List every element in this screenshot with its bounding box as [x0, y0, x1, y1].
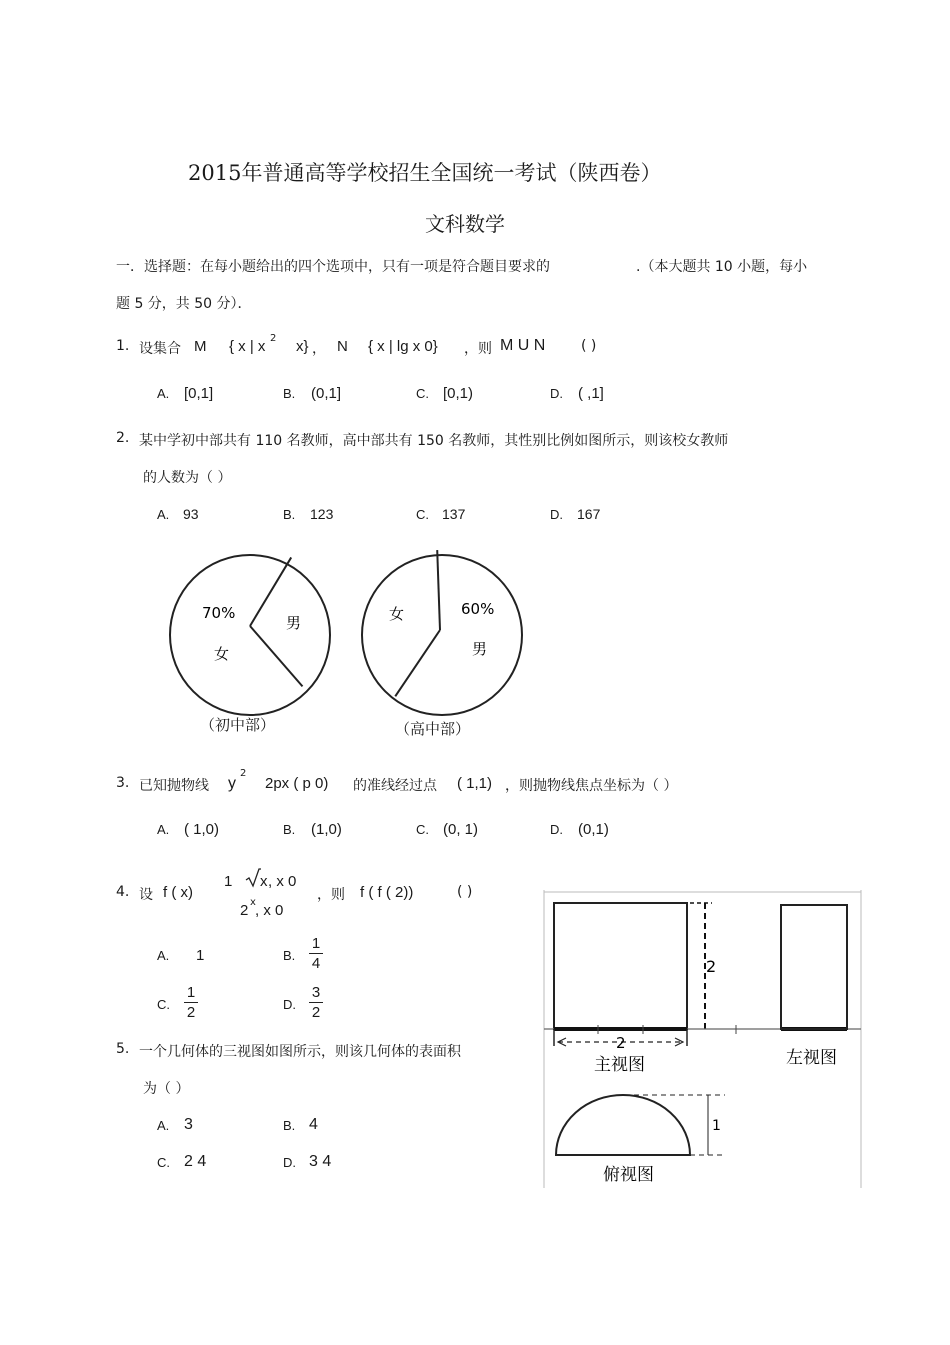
option-a-label: A.	[157, 386, 170, 401]
piecewise-case1-radicand: x	[260, 873, 268, 890]
fraction-numerator: 1	[311, 935, 321, 952]
option-c-label: C.	[157, 997, 170, 1012]
option-b-label: B.	[283, 948, 296, 963]
option-a-value: ( 1,0)	[184, 821, 220, 838]
three-view-diagram	[540, 890, 865, 1190]
female-label: 女	[389, 605, 405, 623]
point-coordinates: ( 1,1)	[457, 775, 493, 792]
option-b-value: (1,0)	[311, 821, 342, 838]
option-d-label: D.	[283, 1155, 296, 1170]
pie-caption-junior: （初中部）	[200, 716, 276, 734]
pie-divider	[437, 550, 440, 630]
side-view-caption: 左视图	[786, 1048, 837, 1068]
option-d-label: D.	[550, 386, 563, 401]
option-b-label: B.	[283, 386, 296, 401]
exam-title: 2015年普通高等学校招生全国统一考试（陕西卷）	[188, 161, 662, 185]
option-d-value: ( ,1]	[578, 385, 604, 402]
option-c-label: C.	[416, 507, 429, 522]
option-c-label: C.	[157, 1155, 170, 1170]
pie-divider	[395, 630, 440, 696]
option-d-value: 3 4	[309, 1153, 332, 1170]
section-instructions-line2: 题 5 分，共 50 分）．	[116, 296, 252, 312]
pie-divider	[250, 626, 302, 686]
fraction-denominator: 2	[186, 1004, 196, 1021]
option-c-value: 2 4	[184, 1153, 207, 1170]
exam-subtitle: 文科数学	[425, 212, 505, 236]
pie-caption-senior: （高中部）	[395, 720, 471, 738]
question-number: 3.	[116, 775, 130, 791]
option-c-value: (0, 1)	[443, 821, 479, 838]
male-label: 男	[472, 640, 488, 658]
piecewise-case1-condition: , x 0	[268, 873, 297, 890]
question-stem-tail: ，则抛物线焦点坐标为（ ）	[505, 778, 678, 794]
equation-y: y	[228, 775, 236, 792]
pie-outline	[170, 555, 330, 715]
option-d-fraction	[309, 984, 323, 1021]
question-number: 1.	[116, 338, 130, 354]
piecewise-case2-base: 2	[240, 902, 249, 919]
set-m-symbol: M	[194, 338, 207, 355]
question-number: 5.	[116, 1041, 130, 1057]
option-d-label: D.	[550, 822, 563, 837]
question-stem-line2: 的人数为（ ）	[143, 470, 232, 486]
option-b-value: 123	[310, 506, 334, 522]
option-a-label: A.	[157, 507, 170, 522]
pie-chart-junior	[165, 550, 335, 720]
question-number: 4.	[116, 884, 130, 900]
option-b-fraction	[309, 935, 323, 972]
section-instructions-line1-tail: .（本大题共 10 小题，每小	[636, 259, 808, 275]
option-c-fraction	[184, 984, 198, 1021]
sqrt-sign-icon	[245, 868, 261, 888]
then-text: ，则	[317, 887, 345, 903]
option-c-label: C.	[416, 822, 429, 837]
set-m-definition-end: x}	[296, 338, 309, 355]
set-m-definition: { x | x	[229, 338, 266, 355]
question-stem-line2: 为（ ）	[143, 1081, 190, 1097]
set-n-definition: { x | lg x 0}	[368, 338, 438, 355]
front-view-rect	[554, 903, 687, 1029]
option-a-label: A.	[157, 1118, 170, 1133]
option-a-value: 3	[184, 1116, 193, 1133]
top-view-caption: 俯视图	[603, 1165, 654, 1185]
pie-chart-senior	[355, 550, 525, 720]
function-name: f ( x)	[163, 884, 193, 901]
option-a-label: A.	[157, 822, 170, 837]
composite-expression: f ( f ( 2))	[360, 884, 414, 901]
option-a-value: 1	[196, 947, 205, 964]
radius-label: 1	[712, 1118, 721, 1134]
then-text: ，则	[464, 341, 492, 357]
set-n-symbol: N	[337, 338, 348, 355]
top-view-semicircle	[556, 1095, 690, 1155]
option-a-value: 93	[183, 506, 199, 522]
fraction-bar	[309, 1002, 323, 1003]
fraction-denominator: 2	[311, 1004, 321, 1021]
fraction-numerator: 3	[311, 984, 321, 1001]
male-percent-label: 60%	[461, 600, 495, 618]
answer-paren: ( )	[457, 884, 473, 900]
option-d-label: D.	[550, 507, 563, 522]
option-b-label: B.	[283, 822, 296, 837]
set-m-exponent: 2	[270, 333, 277, 344]
option-c-value: [0,1)	[443, 385, 474, 402]
fraction-bar	[309, 953, 323, 954]
fraction-denominator: 4	[311, 955, 321, 972]
answer-paren: ( )	[581, 338, 597, 354]
width-label: 2	[616, 1034, 626, 1052]
option-a-label: A.	[157, 948, 170, 963]
option-b-label: B.	[283, 1118, 296, 1133]
question-stem: 设集合	[139, 341, 181, 357]
option-a-value: [0,1]	[184, 385, 214, 402]
comma: ，	[312, 341, 326, 357]
option-d-value: 167	[577, 506, 601, 522]
female-label: 女	[214, 645, 230, 663]
pie-outline	[362, 555, 522, 715]
question-stem-line1: 一个几何体的三视图如图所示，则该几何体的表面积	[139, 1044, 461, 1060]
fraction-numerator: 1	[186, 984, 196, 1001]
fraction-bar	[184, 1002, 198, 1003]
question-number: 2.	[116, 430, 130, 446]
question-stem-line1: 某中学初中部共有 110 名教师，高中部共有 150 名教师，其性别比例如图所示，则该校女教师	[139, 433, 729, 449]
option-b-label: B.	[283, 507, 296, 522]
option-b-value: (0,1]	[311, 385, 342, 402]
equation-exponent: 2	[240, 768, 247, 779]
female-percent-label: 70%	[202, 604, 236, 622]
question-stem-mid: 的准线经过点	[353, 778, 437, 794]
option-c-label: C.	[416, 386, 429, 401]
option-d-value: (0,1)	[578, 821, 609, 838]
piecewise-case1-const: 1	[224, 873, 233, 890]
option-b-value: 4	[309, 1116, 318, 1133]
question-stem: 已知抛物线	[139, 778, 209, 794]
height-label: 2	[706, 957, 717, 976]
option-c-value: 137	[442, 506, 466, 522]
section-instructions-line1: 一．选择题：在每小题给出的四个选项中，只有一项是符合题目要求的	[116, 259, 550, 275]
male-label: 男	[286, 614, 302, 632]
union-expression: M U N	[500, 337, 546, 354]
side-view-rect	[781, 905, 847, 1029]
equation-rhs: 2px ( p 0)	[265, 775, 329, 792]
piecewise-case2-condition: , x 0	[255, 902, 284, 919]
piecewise-case2-exponent: x	[250, 897, 256, 908]
question-stem: 设	[139, 887, 153, 903]
front-view-caption: 主视图	[594, 1055, 645, 1075]
option-d-label: D.	[283, 997, 296, 1012]
